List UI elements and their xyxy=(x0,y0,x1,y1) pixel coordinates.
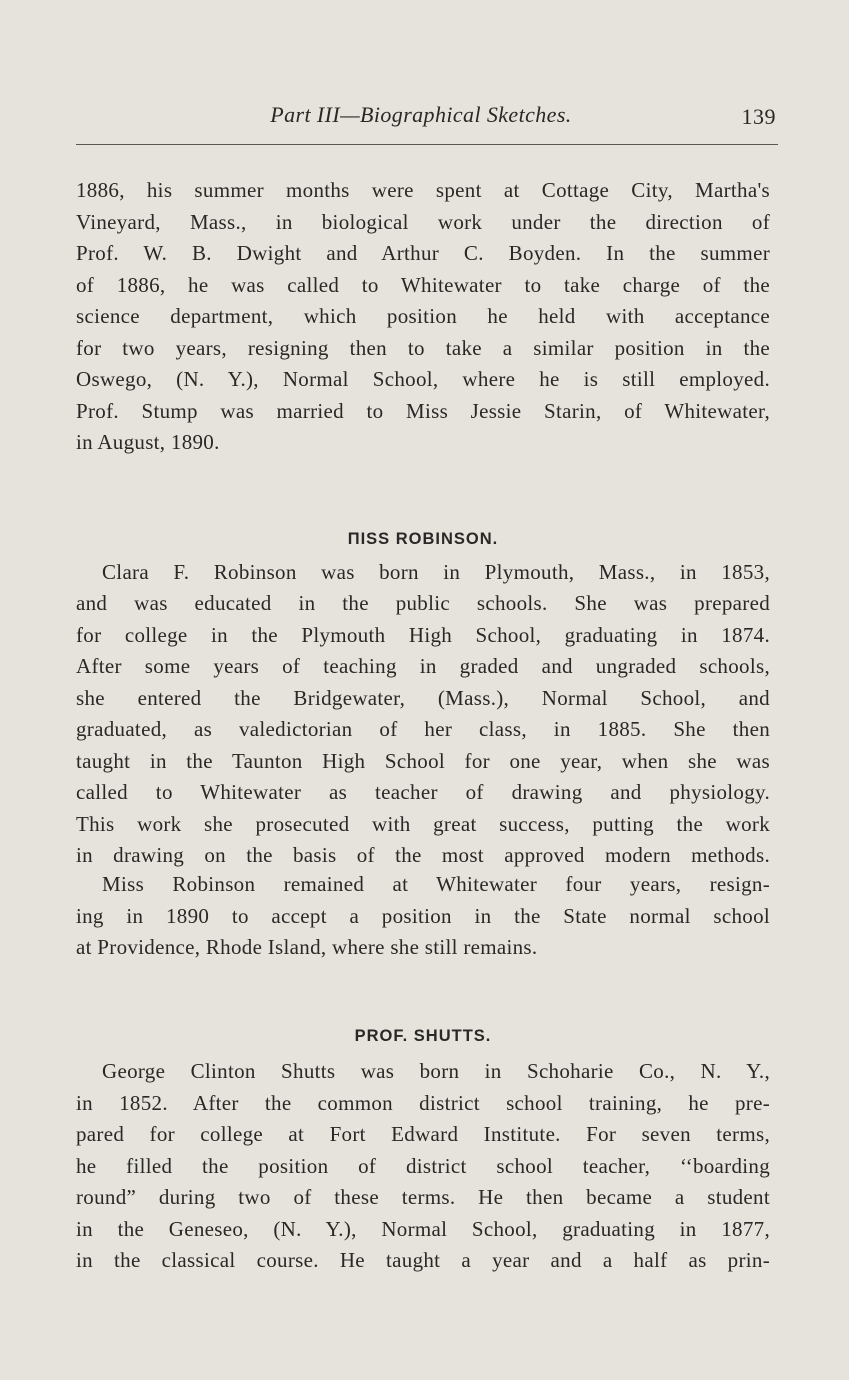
text-line: and was educated in the public schools. She was prepared xyxy=(76,591,770,615)
running-head xyxy=(76,100,776,136)
text-line: in 1852. After the common district school training, he pre- xyxy=(76,1091,770,1115)
text-line: in drawing on the basis of the most approved modern methods. xyxy=(76,843,770,867)
text-line: science department, which position he held with acceptance xyxy=(76,304,770,328)
section-heading-shutts: PROF. SHUTTS. xyxy=(354,1027,492,1045)
section-heading-robinson: ПISS ROBINSON. xyxy=(347,530,499,548)
text-line: for two years, resigning then to take a similar position in the xyxy=(76,336,770,360)
page-number: 139 xyxy=(741,104,776,129)
text-line: she entered the Bridgewater, (Mass.), Normal School, and xyxy=(76,686,770,710)
text-line: in the Geneseo, (N. Y.), Normal School, graduating in 1877, xyxy=(76,1217,770,1241)
text-line: taught in the Taunton High School for one year, when she was xyxy=(76,749,770,773)
text-line: Vineyard, Mass., in biological work under the direction of xyxy=(76,210,770,234)
text-line: graduated, as valedictorian of her class, in 1885. She then xyxy=(76,717,770,741)
text-line: This work she prosecuted with great success, putting the work xyxy=(76,812,770,836)
text-line: in August, 1890. xyxy=(76,430,220,454)
text-line: called to Whitewater as teacher of drawing and physiology. xyxy=(76,780,770,804)
text-line: Clara F. Robinson was born in Plymouth, Mass., in 1853, xyxy=(102,560,770,584)
text-line: he filled the position of district school teacher, ‘‘boarding xyxy=(76,1154,770,1178)
text-line: Oswego, (N. Y.), Normal School, where he is still employed. xyxy=(76,367,770,391)
text-line: for college in the Plymouth High School, graduating in 1874. xyxy=(76,623,770,647)
text-line: at Providence, Rhode Island, where she still remains. xyxy=(76,935,538,959)
running-title: Part III—Biographical Sketches. xyxy=(270,102,572,127)
text-line: After some years of teaching in graded and ungraded schools, xyxy=(76,654,770,678)
header-rule xyxy=(76,144,778,145)
text-line: Prof. W. B. Dwight and Arthur C. Boyden. In the summer xyxy=(76,241,770,265)
text-line: Miss Robinson remained at Whitewater four years, resign- xyxy=(102,872,770,896)
text-line: pared for college at Fort Edward Institute. For seven terms, xyxy=(76,1122,770,1146)
text-line: in the classical course. He taught a year and a half as prin- xyxy=(76,1248,770,1272)
text-line: of 1886, he was called to Whitewater to take charge of the xyxy=(76,273,770,297)
text-line: ing in 1890 to accept a position in the State normal school xyxy=(76,904,770,928)
text-line: George Clinton Shutts was born in Schoharie Co., N. Y., xyxy=(102,1059,770,1083)
text-line: round” during two of these terms. He then became a student xyxy=(76,1185,770,1209)
text-line: 1886, his summer months were spent at Cottage City, Martha's xyxy=(76,178,770,202)
text-line: Prof. Stump was married to Miss Jessie Starin, of Whitewater, xyxy=(76,399,770,423)
